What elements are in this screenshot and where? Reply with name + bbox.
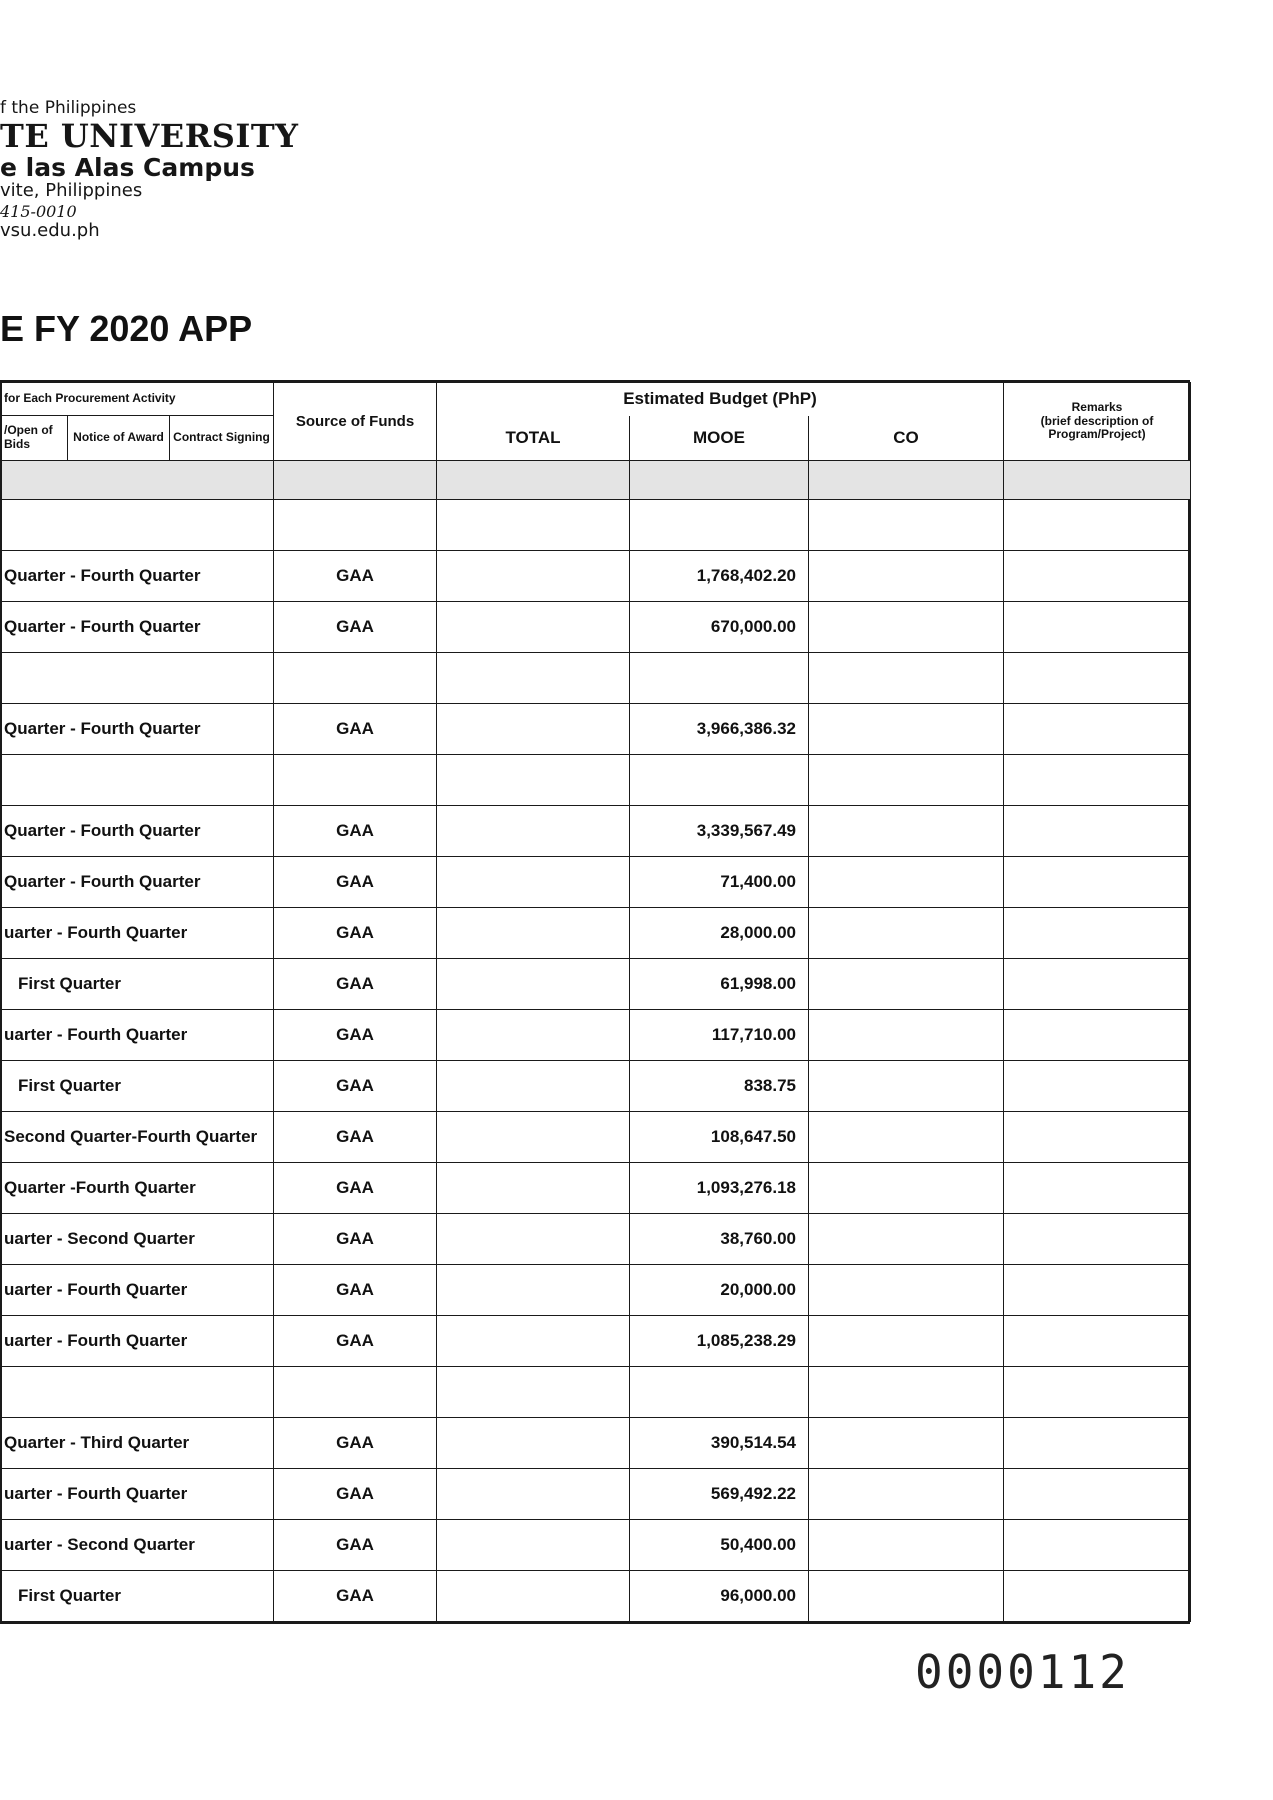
remarks-header [1004,383,1191,461]
total-header: TOTAL [437,416,630,461]
letterhead-website: vsu.edu.ph [0,220,100,241]
table-row [2,1316,1191,1367]
source-of-funds-cell: GAA [274,1010,437,1061]
mooe-cell: 1,093,276.18 [630,1163,809,1214]
mooe-cell: 3,966,386.32 [630,704,809,755]
total-cell [437,857,630,908]
letterhead-campus-name: e las Alas Campus [0,153,255,182]
source-of-funds-cell: GAA [274,806,437,857]
remarks-cell [1004,1112,1191,1163]
mooe-cell: 1,768,402.20 [630,551,809,602]
total-cell [437,908,630,959]
source-of-funds-cell: GAA [274,1214,437,1265]
mooe-cell [630,500,809,551]
source-of-funds-cell [274,1367,437,1418]
total-cell [437,704,630,755]
table-row [2,908,1191,959]
table-row [2,500,1191,551]
co-cell [809,1265,1004,1316]
source-of-funds-cell [274,653,437,704]
remarks-cell [1004,1367,1191,1418]
co-cell [809,1316,1004,1367]
co-cell [809,602,1004,653]
source-of-funds-cell [274,755,437,806]
table-row [2,1061,1191,1112]
table-row [2,1418,1191,1469]
co-cell [809,1214,1004,1265]
remarks-cell [1004,653,1191,704]
source-of-funds-cell: GAA [274,1112,437,1163]
table-row [2,1010,1191,1061]
co-header: CO [809,416,1004,461]
remarks-cell [1004,551,1191,602]
remarks-cell [1004,1163,1191,1214]
contract-signing-header: Contract Signing [170,416,274,461]
source-of-funds-cell: GAA [274,602,437,653]
mooe-cell [630,653,809,704]
total-cell [437,755,630,806]
notice-of-award-header: Notice of Award [68,416,170,461]
total-cell [437,500,630,551]
remarks-cell [1004,1061,1191,1112]
schedule-cell [2,500,274,551]
shaded-row [2,461,1191,500]
remarks-cell [1004,1214,1191,1265]
letterhead-university-name: TE UNIVERSITY [0,117,299,155]
co-cell [809,1367,1004,1418]
co-cell [809,653,1004,704]
table-row [2,1571,1191,1622]
mooe-cell: 50,400.00 [630,1520,809,1571]
remarks-cell [1004,755,1191,806]
total-cell [437,551,630,602]
schedule-cell: Quarter -Fourth Quarter [2,1163,274,1214]
document-title: E FY 2020 APP [0,308,253,349]
table-row [2,1469,1191,1520]
schedule-cell: Quarter - Third Quarter [2,1418,274,1469]
source-of-funds-cell: GAA [274,1469,437,1520]
total-cell [437,653,630,704]
table-row [2,704,1191,755]
source-of-funds-cell: GAA [274,1316,437,1367]
schedule-cell: Quarter - Fourth Quarter [2,602,274,653]
control-number: 0000112 [915,1645,1130,1699]
remarks-cell [1004,908,1191,959]
schedule-cell [2,653,274,704]
remarks-cell [1004,1265,1191,1316]
schedule-cell: uarter - Fourth Quarter [2,1265,274,1316]
total-cell [437,1061,630,1112]
total-cell [437,1112,630,1163]
schedule-cell: Second Quarter-Fourth Quarter [2,1112,274,1163]
co-cell [809,551,1004,602]
mooe-cell: 71,400.00 [630,857,809,908]
source-of-funds-cell: GAA [274,1418,437,1469]
mooe-cell: 38,760.00 [630,1214,809,1265]
table-body [2,461,1191,1622]
co-cell [809,857,1004,908]
co-cell [809,1469,1004,1520]
table-row [2,1520,1191,1571]
open-of-bids-header: /Open of Bids [2,416,68,461]
table-row [2,1367,1191,1418]
remarks-cell [1004,704,1191,755]
source-of-funds-cell [274,500,437,551]
app-table [0,380,1190,1624]
co-cell [809,806,1004,857]
remarks-cell [1004,1316,1191,1367]
source-of-funds-cell: GAA [274,1571,437,1622]
schedule-cell: Quarter - Fourth Quarter [2,806,274,857]
remarks-cell [1004,1010,1191,1061]
source-of-funds-cell: GAA [274,1163,437,1214]
schedule-cell: uarter - Second Quarter [2,1214,274,1265]
mooe-cell [630,1367,809,1418]
table-row [2,1112,1191,1163]
co-cell [809,1520,1004,1571]
remarks-description: (brief description of Program/Project) [1040,413,1154,442]
remarks-cell [1004,857,1191,908]
table-row [2,1163,1191,1214]
total-cell [437,1520,630,1571]
co-cell [809,908,1004,959]
estimated-budget-header: Estimated Budget (PhP) [437,383,1004,416]
remarks-cell [1004,959,1191,1010]
source-of-funds-cell: GAA [274,704,437,755]
schedule-cell: First Quarter [2,1571,274,1622]
schedule-cell [2,755,274,806]
total-cell [437,1214,630,1265]
source-of-funds-cell: GAA [274,908,437,959]
mooe-cell: 20,000.00 [630,1265,809,1316]
schedule-cell: First Quarter [2,1061,274,1112]
remarks-title: Remarks [1071,399,1123,414]
mooe-header: MOOE [630,416,809,461]
co-cell [809,1418,1004,1469]
total-cell [437,806,630,857]
mooe-cell: 3,339,567.49 [630,806,809,857]
mooe-cell: 108,647.50 [630,1112,809,1163]
co-cell [809,1061,1004,1112]
schedule-cell: First Quarter [2,959,274,1010]
schedule-cell: uarter - Fourth Quarter [2,1469,274,1520]
mooe-cell: 838.75 [630,1061,809,1112]
table-row [2,857,1191,908]
mooe-cell: 1,085,238.29 [630,1316,809,1367]
schedule-cell [2,1367,274,1418]
schedule-group-header: for Each Procurement Activity [2,383,274,416]
co-cell [809,500,1004,551]
source-of-funds-cell: GAA [274,959,437,1010]
remarks-cell [1004,602,1191,653]
schedule-cell: Quarter - Fourth Quarter [2,857,274,908]
remarks-cell [1004,1520,1191,1571]
source-of-funds-cell: GAA [274,1061,437,1112]
table-row [2,1214,1191,1265]
mooe-cell [630,755,809,806]
table-row [2,959,1191,1010]
co-cell [809,959,1004,1010]
mooe-cell: 96,000.00 [630,1571,809,1622]
table-row [2,653,1191,704]
total-cell [437,1010,630,1061]
remarks-cell [1004,806,1191,857]
source-of-funds-cell: GAA [274,551,437,602]
schedule-cell: uarter - Fourth Quarter [2,1316,274,1367]
total-cell [437,602,630,653]
total-cell [437,1418,630,1469]
table-row [2,602,1191,653]
mooe-cell: 28,000.00 [630,908,809,959]
mooe-cell: 61,998.00 [630,959,809,1010]
total-cell [437,1163,630,1214]
total-cell [437,1316,630,1367]
table-row [2,755,1191,806]
schedule-cell: Quarter - Fourth Quarter [2,704,274,755]
remarks-cell [1004,1418,1191,1469]
co-cell [809,704,1004,755]
table-row [2,806,1191,857]
co-cell [809,1112,1004,1163]
letterhead-country-line: f the Philippines [0,98,137,118]
remarks-cell [1004,1571,1191,1622]
letterhead-location: vite, Philippines [0,180,143,201]
remarks-cell [1004,1469,1191,1520]
mooe-cell: 569,492.22 [630,1469,809,1520]
table-row [2,551,1191,602]
letterhead-phone: 415-0010 [0,202,77,221]
total-cell [437,1367,630,1418]
source-of-funds-cell: GAA [274,1265,437,1316]
total-cell [437,1571,630,1622]
table-row [2,1265,1191,1316]
total-cell [437,1469,630,1520]
source-of-funds-cell: GAA [274,857,437,908]
mooe-cell: 117,710.00 [630,1010,809,1061]
mooe-cell: 390,514.54 [630,1418,809,1469]
co-cell [809,755,1004,806]
schedule-cell: uarter - Fourth Quarter [2,1010,274,1061]
total-cell [437,959,630,1010]
source-of-funds-header: Source of Funds [274,383,437,461]
co-cell [809,1571,1004,1622]
remarks-cell [1004,500,1191,551]
mooe-cell: 670,000.00 [630,602,809,653]
schedule-cell: uarter - Fourth Quarter [2,908,274,959]
schedule-cell: uarter - Second Quarter [2,1520,274,1571]
co-cell [809,1010,1004,1061]
co-cell [809,1163,1004,1214]
total-cell [437,1265,630,1316]
schedule-cell: Quarter - Fourth Quarter [2,551,274,602]
source-of-funds-cell: GAA [274,1520,437,1571]
